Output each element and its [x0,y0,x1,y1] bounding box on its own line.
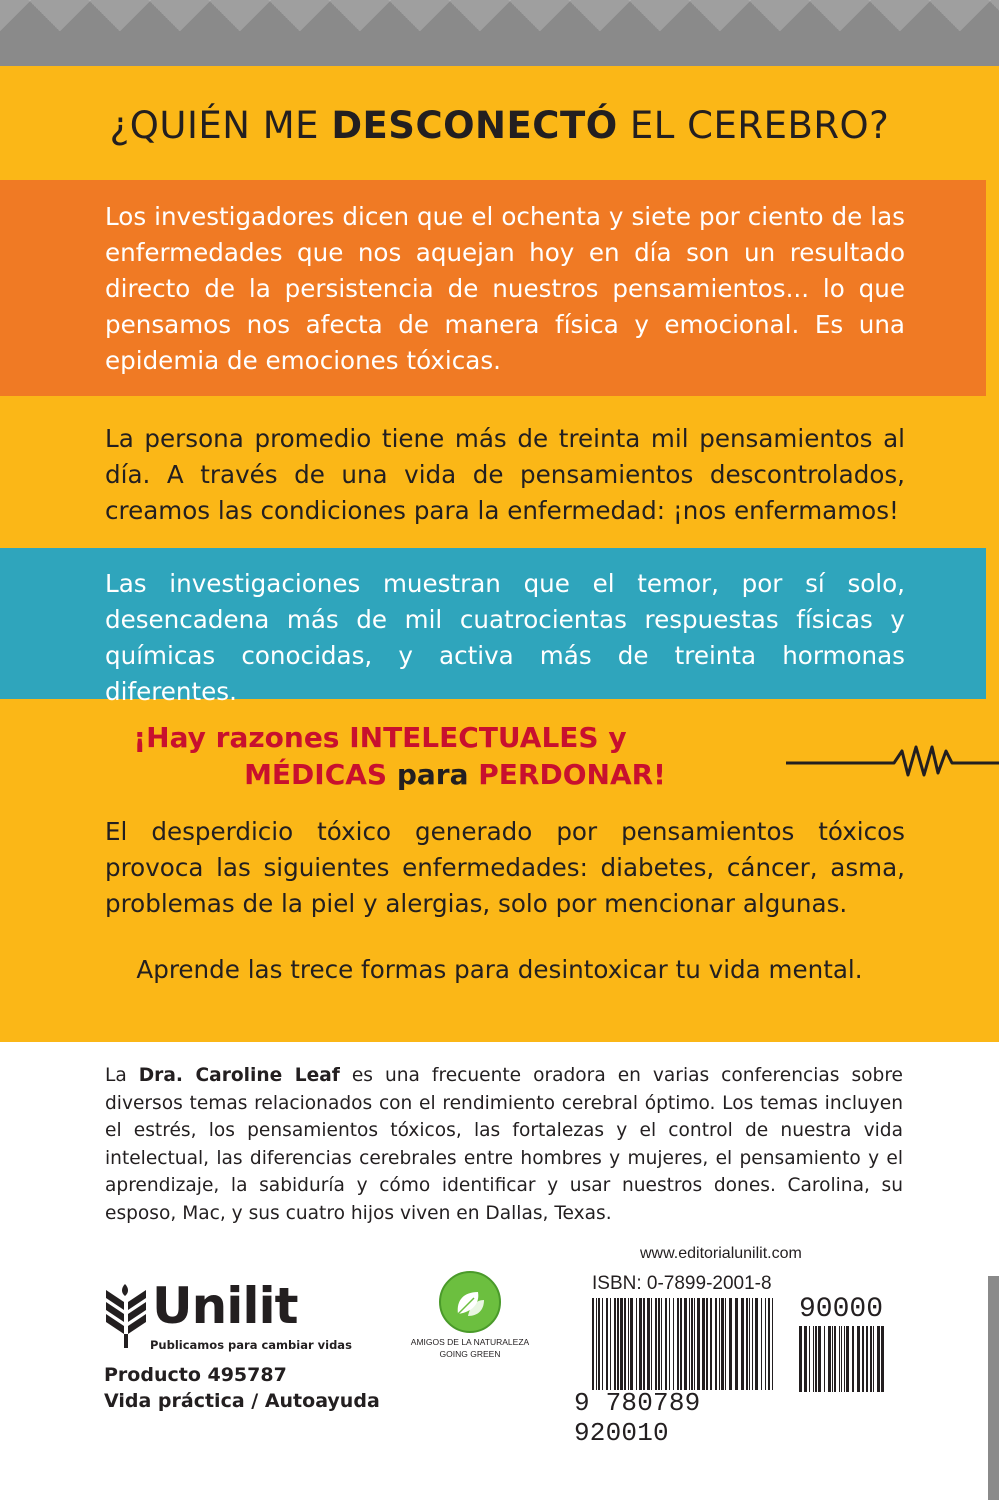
barcode-bar [834,1326,836,1392]
barcode-bar [624,1298,626,1390]
barcode-bar [647,1298,650,1390]
barcode-bar [866,1326,868,1392]
product-code: Producto 495787 [104,1364,287,1386]
callout-text: MÉDICAS [244,758,388,791]
barcode [592,1298,782,1390]
barcode-bar [768,1298,770,1390]
barcode-bar [813,1326,814,1392]
barcode-bar [755,1298,758,1390]
barcode-bar [844,1326,845,1392]
barcode-bar [602,1298,603,1390]
headline-part1: ¿QUIÉN ME [109,104,332,147]
barcode-bar [639,1298,642,1390]
barcode-bar [828,1326,831,1392]
barcode-bar [873,1326,874,1392]
barcode-bar [772,1298,773,1390]
barcode-bar [846,1326,849,1392]
author-prefix: La [105,1065,139,1086]
barcode-bar [818,1326,821,1392]
barcode-bar [598,1298,600,1390]
callout-text: y [598,721,627,754]
eco-badge-line2: GOING GREEN [439,1349,501,1359]
publisher-tagline: Publicamos para cambiar vidas [150,1338,352,1352]
barcode-addon-number: 90000 [799,1294,884,1325]
barcode-bar [665,1298,667,1390]
callout-text: PERDONAR! [478,758,666,791]
barcode-bar [630,1298,633,1390]
heartbeat-line-icon [786,735,999,785]
publisher-url: www.editorialunilit.com [640,1245,802,1262]
barcode-bar [680,1298,682,1390]
callout-text: ¡Hay razones [133,721,350,754]
barcode-bar [749,1298,750,1390]
barcode-bar [824,1326,825,1392]
book-category: Vida práctica / Autoayuda [104,1390,380,1412]
barcode-bar [596,1298,597,1390]
author-text: es una frecuente oradora en varias conferencias sobre diversos temas relacionados con el rendimiento cerebral óptimo. Los temas incluyen el estrés, los pensamientos tóxicos, las fortalezas y el control de nuestra vida intelectual, las diferencias cerebrales entre hombres y mujeres, el pensamiento y el aprendizaje, la sabiduría y cómo identificar y usar nuestros dones. Carolina, su esposo, Mac, y sus cuatro hijos viven en Dallas, Texas. [105,1065,904,1224]
barcode-bar [877,1326,880,1392]
author-bio [105,1062,903,1228]
barcode-bar [752,1298,753,1390]
publisher-name: Unilit [152,1277,298,1335]
barcode-bar [691,1298,693,1390]
author-name: Dra. Caroline Leaf [138,1065,340,1086]
top-gray-band [0,0,999,66]
barcode-bar [643,1298,645,1390]
barcode-bar [815,1326,817,1392]
paragraph-thoughts: La persona promedio tiene más de treinta mil pensamientos al día. A través de una vida de pensamientos descontrolados, creamos las condiciones para la enfermedad: ¡nos enfermamos! [105,424,905,525]
barcode-bar [684,1298,687,1390]
barcode-bar [715,1298,717,1390]
leaf-badge-icon [438,1270,502,1334]
callout-text: INTELECTUALES [349,721,599,754]
headline [0,104,999,147]
barcode-bar [614,1298,616,1390]
barcode-bar [651,1298,652,1390]
eco-badge-line1: AMIGOS DE LA NATURALEZA [410,1337,530,1347]
paragraph-fear: Las investigaciones muestran que el temor, por sí solo, desencadena más de mil cuatrocientas respuestas físicas y químicas conocidas, y activa más de treinta hormonas diferentes. [105,569,905,706]
barcode-bar [721,1298,724,1390]
headline-part2: EL CEREBRO? [617,104,890,147]
barcode-bar [841,1326,842,1392]
barcode-bar [697,1298,700,1390]
callout-text: para [387,758,479,791]
barcode-bar [628,1298,629,1390]
barcode-bar [741,1298,744,1390]
barcode-bar [636,1298,637,1390]
barcode-bar [799,1326,802,1392]
barcode-bar [862,1326,864,1392]
barcode-bar [735,1298,738,1390]
callout-line-2 [105,758,805,791]
barcode-bar [655,1298,657,1390]
ean-number: 9 780789 920010 [574,1388,701,1448]
barcode-bar [870,1326,872,1392]
barcode-bar [702,1298,705,1390]
barcode-bar [677,1298,679,1390]
isbn-label: ISBN: 0-7899-2001-8 [592,1273,772,1294]
barcode-bar [606,1298,608,1390]
barcode-bar [881,1326,884,1392]
barcode-bar [809,1326,810,1392]
barcode-bar [746,1298,748,1390]
barcode-bar [617,1298,619,1390]
barcode-bar [610,1298,611,1390]
unilit-wheat-logo-icon [104,1280,150,1350]
barcode-bar [832,1326,833,1392]
barcode-bar [710,1298,712,1390]
barcode-addon [799,1326,887,1392]
barcode-bar [729,1298,732,1390]
barcode-bar [620,1298,623,1390]
barcode-bar [857,1326,860,1392]
barcode-bar [839,1326,840,1392]
barcode-bar [765,1298,766,1390]
barcode-bar [852,1326,854,1392]
barcode-bar [719,1298,720,1390]
barcode-bar [592,1298,594,1390]
barcode-bar [673,1298,674,1390]
headline-bold: DESCONECTÓ [331,104,618,147]
barcode-bar [658,1298,660,1390]
barcode-bar [804,1326,807,1392]
barcode-bar [725,1298,726,1390]
paragraph-learn: Aprende las trece formas para desintoxicar tu vida mental. [136,955,863,984]
paragraph-research: Los investigadores dicen que el ochenta y siete por ciento de las enfermedades que nos aquejan hoy en día son un resultado directo de la persistencia de nuestros pensamientos... lo que pensamos nos afecta de manera física y emocional. Es una epidemia de emociones tóxicas. [105,202,905,375]
paragraph-diseases: El desperdicio tóxico generado por pensamientos tóxicos provoca las siguientes enfermedades: diabetes, cáncer, asma, problemas de la piel y alergias, solo por mencionar algunas. [105,817,905,918]
barcode-bar [661,1298,662,1390]
gray-edge-strip [988,1276,999,1500]
barcode-bar [689,1298,690,1390]
barcode-bar [694,1298,695,1390]
callout-line-1 [20,721,740,754]
barcode-bar [669,1298,670,1390]
barcode-bar [761,1298,762,1390]
barcode-bar [706,1298,708,1390]
